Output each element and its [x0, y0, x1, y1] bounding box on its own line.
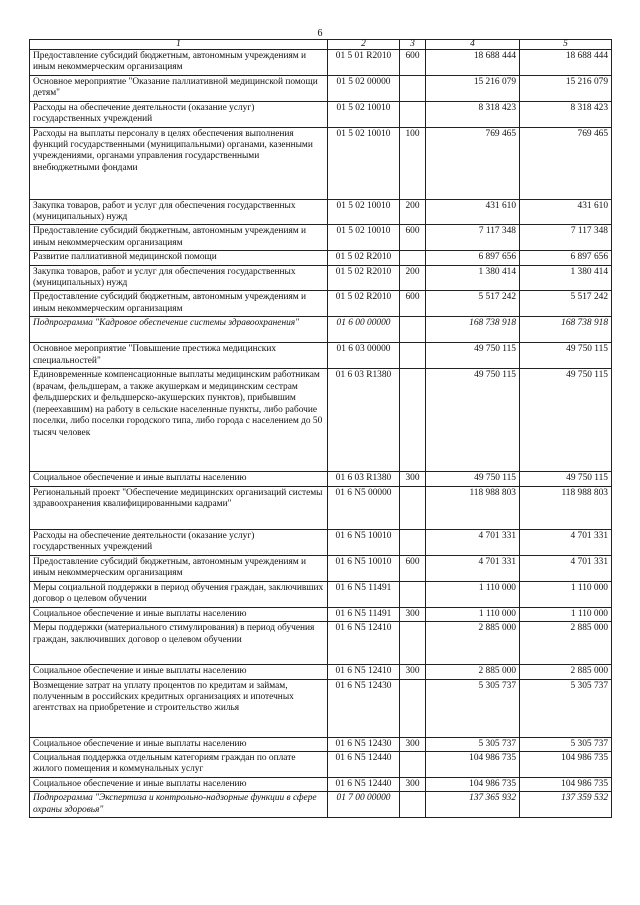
table-row: [30, 622, 612, 665]
amount-column-5: 168 738 918: [520, 317, 612, 343]
table-row: [30, 792, 612, 818]
classification-code: 01 5 02 10010: [328, 225, 400, 251]
table-row: [30, 225, 612, 251]
amount-column-4: 2 885 000: [426, 622, 520, 665]
row-name: Социальное обеспечение и иные выплаты населению: [30, 665, 328, 679]
row-name: Расходы на обеспечение деятельности (оказание услуг) государственных учреждений: [30, 101, 328, 127]
amount-column-5: 49 750 115: [520, 369, 612, 472]
amount-column-5: 49 750 115: [520, 343, 612, 369]
amount-column-5: 2 885 000: [520, 665, 612, 679]
table-row: [30, 607, 612, 621]
expense-type-code: [400, 679, 426, 737]
expense-type-code: [400, 251, 426, 265]
table-row: [30, 486, 612, 529]
table-row: [30, 265, 612, 291]
column-number: 1: [30, 40, 328, 50]
row-name: Социальное обеспечение и иные выплаты населению: [30, 472, 328, 486]
row-name: Предоставление субсидий бюджетным, автономным учреждениям и иным некоммерческим организациям: [30, 291, 328, 317]
classification-code: 01 6 00 00000: [328, 317, 400, 343]
expense-type-code: 200: [400, 265, 426, 291]
amount-column-5: 118 988 803: [520, 486, 612, 529]
classification-code: 01 5 02 R2010: [328, 251, 400, 265]
amount-column-5: 2 885 000: [520, 622, 612, 665]
amount-column-4: 5 517 242: [426, 291, 520, 317]
amount-column-5: 1 110 000: [520, 581, 612, 607]
amount-column-4: 2 885 000: [426, 665, 520, 679]
row-name: Возмещение затрат на уплату процентов по кредитам и займам, полученным в российских кредитных организациях и ипотечных агентствах на приобретение и строительство жилья: [30, 679, 328, 737]
row-name: Социальное обеспечение и иные выплаты населению: [30, 777, 328, 791]
amount-column-5: 18 688 444: [520, 50, 612, 76]
classification-code: 01 6 N5 00000: [328, 486, 400, 529]
table-row: [30, 369, 612, 472]
classification-code: 01 6 N5 12430: [328, 679, 400, 737]
classification-code: 01 6 N5 12440: [328, 777, 400, 791]
column-number-row: [30, 40, 612, 50]
table-row: [30, 317, 612, 343]
amount-column-5: 1 380 414: [520, 265, 612, 291]
amount-column-4: 118 988 803: [426, 486, 520, 529]
budget-table: [29, 39, 612, 818]
amount-column-4: 1 110 000: [426, 581, 520, 607]
row-name: Основное мероприятие "Оказание паллиативной медицинской помощи детям": [30, 75, 328, 101]
classification-code: 01 6 N5 12410: [328, 665, 400, 679]
amount-column-4: 18 688 444: [426, 50, 520, 76]
amount-column-5: 5 305 737: [520, 737, 612, 751]
expense-type-code: [400, 486, 426, 529]
table-row: [30, 50, 612, 76]
amount-column-5: 15 216 079: [520, 75, 612, 101]
row-name: Закупка товаров, работ и услуг для обеспечения государственных (муниципальных) нужд: [30, 199, 328, 225]
row-name: Социальное обеспечение и иные выплаты населению: [30, 737, 328, 751]
expense-type-code: 300: [400, 607, 426, 621]
amount-column-4: 431 610: [426, 199, 520, 225]
expense-type-code: 300: [400, 665, 426, 679]
table-row: [30, 777, 612, 791]
expense-type-code: [400, 622, 426, 665]
amount-column-5: 431 610: [520, 199, 612, 225]
amount-column-4: 49 750 115: [426, 369, 520, 472]
expense-type-code: 300: [400, 777, 426, 791]
expense-type-code: 200: [400, 199, 426, 225]
table-row: [30, 291, 612, 317]
classification-code: 01 6 03 R1380: [328, 369, 400, 472]
row-name: Расходы на обеспечение деятельности (оказание услуг) государственных учреждений: [30, 529, 328, 555]
amount-column-4: 7 117 348: [426, 225, 520, 251]
amount-column-5: 104 986 735: [520, 751, 612, 777]
amount-column-4: 1 380 414: [426, 265, 520, 291]
row-name: Развитие паллиативной медицинской помощи: [30, 251, 328, 265]
classification-code: 01 5 02 R2010: [328, 265, 400, 291]
table-row: [30, 472, 612, 486]
amount-column-5: 8 318 423: [520, 101, 612, 127]
amount-column-4: 4 701 331: [426, 529, 520, 555]
amount-column-5: 5 517 242: [520, 291, 612, 317]
column-number: 3: [400, 40, 426, 50]
amount-column-4: 4 701 331: [426, 555, 520, 581]
expense-type-code: [400, 581, 426, 607]
expense-type-code: 600: [400, 50, 426, 76]
classification-code: 01 6 N5 10010: [328, 529, 400, 555]
amount-column-4: 15 216 079: [426, 75, 520, 101]
classification-code: 01 6 03 R1380: [328, 472, 400, 486]
row-name: Предоставление субсидий бюджетным, автономным учреждениям и иным некоммерческим организациям: [30, 555, 328, 581]
classification-code: 01 6 N5 12430: [328, 737, 400, 751]
column-number: 2: [328, 40, 400, 50]
row-name: Единовременные компенсационные выплаты медицинским работникам (врачам, фельдшерам, а также акушеркам и медицинским сестрам фельдшерских и фельдшерско-акушерских пунктов), прибывшим (переехавшим) на работу в сельские населенные пункты, либо рабочие поселки, либо поселки городского типа, либо города с населением до 50 тысяч человек: [30, 369, 328, 472]
amount-column-5: 769 465: [520, 127, 612, 199]
classification-code: 01 5 01 R2010: [328, 50, 400, 76]
row-name: Предоставление субсидий бюджетным, автономным учреждениям и иным некоммерческим организациям: [30, 225, 328, 251]
amount-column-5: 7 117 348: [520, 225, 612, 251]
amount-column-5: 1 110 000: [520, 607, 612, 621]
expense-type-code: 600: [400, 291, 426, 317]
amount-column-5: 4 701 331: [520, 529, 612, 555]
amount-column-5: 49 750 115: [520, 472, 612, 486]
expense-type-code: [400, 343, 426, 369]
expense-type-code: [400, 75, 426, 101]
amount-column-5: 137 359 532: [520, 792, 612, 818]
expense-type-code: [400, 317, 426, 343]
amount-column-4: 49 750 115: [426, 343, 520, 369]
row-name: Подпрограмма "Экспертиза и контрольно-надзорные функции в сфере охраны здоровья": [30, 792, 328, 818]
expense-type-code: [400, 101, 426, 127]
expense-type-code: [400, 751, 426, 777]
amount-column-5: 5 305 737: [520, 679, 612, 737]
column-number: 5: [520, 40, 612, 50]
table-row: [30, 751, 612, 777]
expense-type-code: [400, 369, 426, 472]
amount-column-4: 8 318 423: [426, 101, 520, 127]
table-row: [30, 679, 612, 737]
classification-code: 01 5 02 00000: [328, 75, 400, 101]
table-row: [30, 665, 612, 679]
classification-code: 01 6 N5 11491: [328, 581, 400, 607]
amount-column-4: 6 897 656: [426, 251, 520, 265]
classification-code: 01 5 02 10010: [328, 127, 400, 199]
amount-column-4: 1 110 000: [426, 607, 520, 621]
amount-column-5: 104 986 735: [520, 777, 612, 791]
table-row: [30, 555, 612, 581]
table-row: [30, 581, 612, 607]
row-name: Социальная поддержка отдельным категориям граждан по оплате жилого помещения и коммунальных услуг: [30, 751, 328, 777]
expense-type-code: 300: [400, 472, 426, 486]
row-name: Подпрограмма "Кадровое обеспечение системы здравоохранения": [30, 317, 328, 343]
classification-code: 01 7 00 00000: [328, 792, 400, 818]
amount-column-4: 769 465: [426, 127, 520, 199]
table-row: [30, 251, 612, 265]
expense-type-code: 300: [400, 737, 426, 751]
classification-code: 01 5 02 R2010: [328, 291, 400, 317]
row-name: Социальное обеспечение и иные выплаты населению: [30, 607, 328, 621]
row-name: Меры социальной поддержки в период обучения граждан, заключивших договор о целевом обучении: [30, 581, 328, 607]
row-name: Региональный проект "Обеспечение медицинских организаций системы здравоохранения квалифицированными кадрами": [30, 486, 328, 529]
amount-column-4: 5 305 737: [426, 679, 520, 737]
page-number: 6: [317, 28, 323, 39]
amount-column-4: 104 986 735: [426, 777, 520, 791]
row-name: Основное мероприятие "Повышение престижа медицинских специальностей": [30, 343, 328, 369]
row-name: Закупка товаров, работ и услуг для обеспечения государственных (муниципальных) нужд: [30, 265, 328, 291]
amount-column-4: 137 365 932: [426, 792, 520, 818]
row-name: Предоставление субсидий бюджетным, автономным учреждениям и иным некоммерческим организациям: [30, 50, 328, 76]
classification-code: 01 6 03 00000: [328, 343, 400, 369]
classification-code: 01 5 02 10010: [328, 101, 400, 127]
classification-code: 01 6 N5 11491: [328, 607, 400, 621]
classification-code: 01 6 N5 12410: [328, 622, 400, 665]
row-name: Меры поддержки (материального стимулирования) в период обучения граждан, заключивших договор о целевом обучении: [30, 622, 328, 665]
table-row: [30, 529, 612, 555]
expense-type-code: 600: [400, 225, 426, 251]
expense-type-code: 600: [400, 555, 426, 581]
expense-type-code: [400, 529, 426, 555]
classification-code: 01 6 N5 12440: [328, 751, 400, 777]
amount-column-4: 5 305 737: [426, 737, 520, 751]
column-number: 4: [426, 40, 520, 50]
row-name: Расходы на выплаты персоналу в целях обеспечения выполнения функций государственными (муниципальными) органами, казенными учреждениями, органами управления государственными внебюджетными фондами: [30, 127, 328, 199]
expense-type-code: [400, 792, 426, 818]
table-row: [30, 343, 612, 369]
amount-column-5: 4 701 331: [520, 555, 612, 581]
classification-code: 01 5 02 10010: [328, 199, 400, 225]
amount-column-4: 49 750 115: [426, 472, 520, 486]
table-row: [30, 75, 612, 101]
amount-column-5: 6 897 656: [520, 251, 612, 265]
amount-column-4: 104 986 735: [426, 751, 520, 777]
table-row: [30, 101, 612, 127]
table-row: [30, 127, 612, 199]
amount-column-4: 168 738 918: [426, 317, 520, 343]
expense-type-code: 100: [400, 127, 426, 199]
table-row: [30, 199, 612, 225]
table-row: [30, 737, 612, 751]
classification-code: 01 6 N5 10010: [328, 555, 400, 581]
